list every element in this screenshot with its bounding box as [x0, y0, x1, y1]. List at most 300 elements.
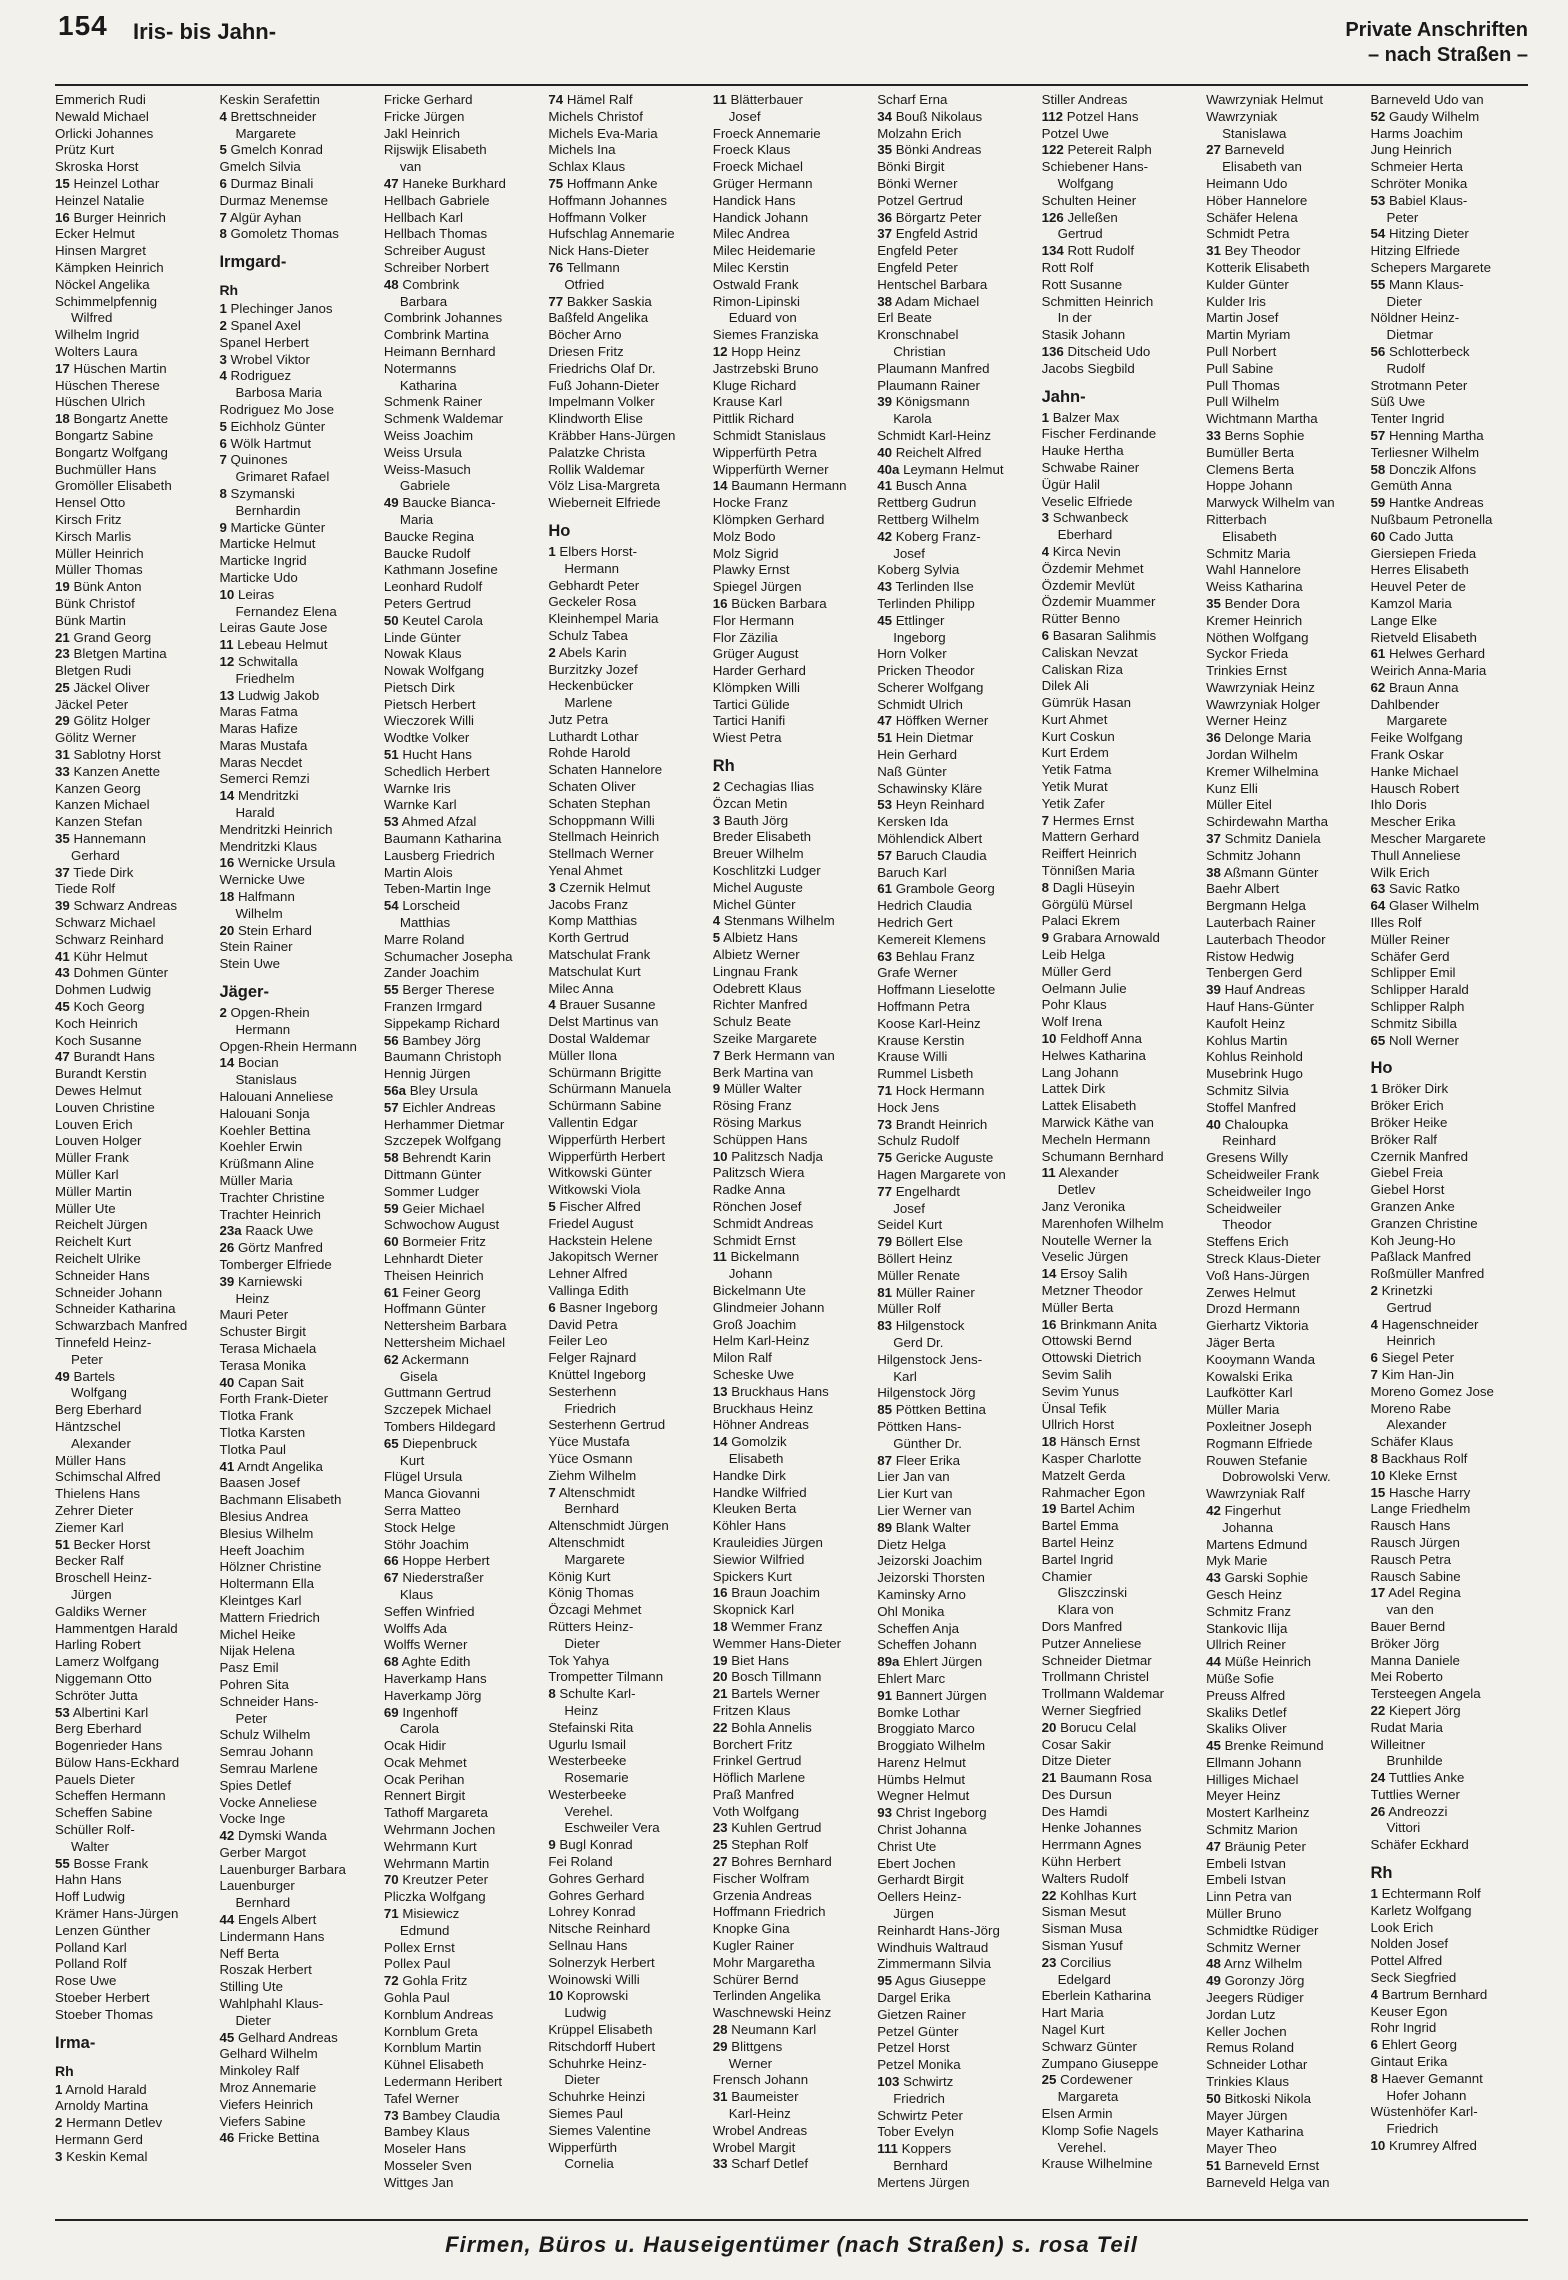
- directory-entry: [1371, 1920, 1529, 1937]
- directory-entry: [713, 1871, 871, 1888]
- resident-name: Hoffmann Petra: [877, 999, 971, 1015]
- directory-entry: [55, 579, 213, 596]
- resident-name: Albietz Hans: [723, 930, 798, 946]
- resident-name: Borchert Fritz: [712, 1736, 793, 1752]
- resident-name: Breuer Wilhelm: [712, 846, 804, 862]
- directory-entry: [548, 2123, 706, 2140]
- directory-entry: [877, 1301, 1035, 1318]
- directory-entry: [548, 1871, 706, 1888]
- resident-name: Milec Heidemarie: [712, 243, 816, 259]
- house-number: 69: [383, 1704, 399, 1720]
- directory-entry: [1042, 1014, 1200, 1031]
- directory-entry: [384, 663, 542, 680]
- directory-entry: [548, 361, 706, 378]
- entry-continuation: [219, 805, 377, 822]
- resident-name: Petzel Günter: [877, 2023, 959, 2039]
- resident-name: Koberg Sylvia: [877, 562, 960, 578]
- directory-entry: [1206, 865, 1364, 882]
- directory-entry: [219, 1207, 377, 1224]
- directory-entry: [219, 620, 377, 637]
- directory-entry: [219, 486, 377, 503]
- resident-name: Kulder Günter: [1206, 276, 1289, 292]
- house-number: 14: [712, 478, 728, 494]
- house-number: 42: [877, 528, 892, 544]
- resident-name: Nitsche Reinhard: [548, 1921, 651, 1937]
- resident-name: Fricke Jürgen: [383, 108, 465, 124]
- directory-entry: [1042, 260, 1200, 277]
- house-number: 53: [383, 814, 399, 830]
- house-number: 65: [1370, 1032, 1386, 1048]
- resident-name: Stanislawa: [1222, 125, 1287, 141]
- resident-name: Delst Martinus van: [548, 1014, 659, 1030]
- resident-name: Molzahn Erich: [877, 125, 962, 141]
- house-number: 29: [712, 2038, 728, 2054]
- entry-continuation: [384, 1587, 542, 1604]
- directory-entry: [548, 1434, 706, 1451]
- directory-entry: [384, 1772, 542, 1789]
- directory-entry: [1042, 277, 1200, 294]
- directory-entry: [1042, 1686, 1200, 1703]
- directory-entry: [219, 839, 377, 856]
- resident-name: Kleintges Karl: [219, 1592, 302, 1608]
- resident-name: Gaudy Wilhelm: [1389, 108, 1480, 124]
- directory-entry: [219, 939, 377, 956]
- resident-name: Hannemann: [73, 831, 146, 847]
- resident-name: Koehler Bettina: [219, 1122, 311, 1138]
- entry-continuation: [384, 1923, 542, 1940]
- directory-entry: [55, 697, 213, 714]
- resident-name: Zerwes Helmut: [1206, 1284, 1296, 1300]
- street-range-title: Iris- bis Jahn-: [133, 19, 277, 44]
- house-number: 19: [1041, 1501, 1057, 1517]
- directory-entry: [713, 1401, 871, 1418]
- directory-entry: [713, 846, 871, 863]
- house-number: 77: [877, 1183, 892, 1199]
- directory-entry: [1206, 1654, 1364, 1671]
- house-number: 6: [1370, 2037, 1378, 2053]
- resident-name: Tartici Hanifi: [712, 713, 786, 729]
- entry-continuation: [219, 1072, 377, 1089]
- resident-name: Gresens Willy: [1206, 1150, 1289, 1166]
- directory-entry: [384, 176, 542, 193]
- directory-entry: [1042, 1065, 1200, 1082]
- resident-name: Jordan Wilhelm: [1206, 747, 1298, 763]
- directory-entry: [219, 2097, 377, 2114]
- directory-entry: [55, 1234, 213, 1251]
- resident-name: Petereit Ralph: [1067, 142, 1152, 158]
- directory-entry: [55, 1167, 213, 1184]
- directory-entry: [55, 1033, 213, 1050]
- directory-entry: [1042, 243, 1200, 260]
- directory-entry: [877, 797, 1035, 814]
- resident-name: Matschulat Frank: [548, 947, 651, 963]
- house-number: 6: [1370, 1350, 1378, 1366]
- resident-name: Engelhardt: [895, 1183, 961, 1199]
- directory-entry: [713, 260, 871, 277]
- resident-name: Vittori: [1386, 1820, 1421, 1836]
- resident-name: Schmenk Waldemar: [383, 411, 504, 427]
- house-number: 79: [877, 1234, 892, 1250]
- directory-entry: [55, 1906, 213, 1923]
- resident-name: Schepers Margarete: [1370, 259, 1491, 275]
- directory-entry: [384, 2108, 542, 2125]
- resident-name: Pull Norbert: [1206, 343, 1277, 359]
- directory-entry: [219, 1442, 377, 1459]
- directory-entry: [1206, 327, 1364, 344]
- directory-entry: [548, 378, 706, 395]
- directory-entry: [877, 2057, 1035, 2074]
- resident-name: Maras Hafize: [219, 721, 298, 737]
- resident-name: Kleinhempel Maria: [548, 611, 659, 627]
- resident-name: Barneveld Helga van: [1206, 2174, 1330, 2190]
- resident-name: Josef: [728, 108, 761, 124]
- directory-entry: [1042, 126, 1200, 143]
- directory-column-9: [1371, 92, 1529, 2219]
- directory-entry: [1206, 646, 1364, 663]
- directory-entry: [1371, 965, 1529, 982]
- resident-name: Kornblum Greta: [383, 2023, 478, 2039]
- directory-entry: [877, 445, 1035, 462]
- resident-name: Krüppel Elisabeth: [548, 2022, 653, 2038]
- directory-entry: [1206, 2007, 1364, 2024]
- resident-name: Tenbergen Gerd: [1206, 965, 1303, 981]
- entry-continuation: [548, 1770, 706, 1787]
- directory-entry: [55, 932, 213, 949]
- resident-name: Giebel Freia: [1370, 1165, 1443, 1181]
- resident-name: Bergmann Helga: [1206, 898, 1306, 914]
- resident-name: Kaufolt Heinz: [1206, 1015, 1286, 1031]
- resident-name: Manna Daniele: [1370, 1652, 1460, 1668]
- resident-name: Wehrmann Kurt: [383, 1838, 477, 1854]
- resident-name: Kohlus Reinhold: [1206, 1049, 1303, 1065]
- entry-continuation: [1042, 226, 1200, 243]
- resident-name: Hoppe Herbert: [402, 1553, 490, 1569]
- directory-entry: [219, 1660, 377, 1677]
- resident-name: Reichelt Jürgen: [55, 1217, 148, 1233]
- resident-name: Ackermann: [401, 1351, 469, 1367]
- directory-entry: [384, 1049, 542, 1066]
- resident-name: Grambole Georg: [895, 881, 995, 897]
- resident-name: Feiler Leo: [548, 1333, 608, 1349]
- resident-name: Yüce Mustafa: [548, 1434, 630, 1450]
- resident-name: Geier Michael: [402, 1200, 485, 1216]
- house-number: 62: [1370, 679, 1386, 695]
- resident-name: Trompetter Tilmann: [548, 1669, 664, 1685]
- resident-name: Rönchen Josef: [712, 1199, 802, 1214]
- directory-entry: [548, 1837, 706, 1854]
- resident-name: Braun Anna: [1389, 679, 1459, 695]
- house-number: 73: [877, 1116, 892, 1132]
- directory-entry: [1206, 814, 1364, 831]
- entry-continuation: [1371, 1820, 1529, 1837]
- resident-name: Lauenburger: [219, 1878, 295, 1894]
- directory-entry: [877, 428, 1035, 445]
- resident-name: Bosch Tillmann: [731, 1669, 822, 1685]
- resident-name: Keutel Carola: [402, 612, 483, 628]
- resident-name: Dohmen Ludwig: [55, 982, 152, 998]
- resident-name: Kanzen Michael: [55, 797, 150, 813]
- resident-name: Lingnau Frank: [712, 963, 798, 979]
- resident-name: Meyer Heinz: [1206, 1788, 1281, 1804]
- directory-entry: [219, 771, 377, 788]
- resident-name: Schmitz Werner: [1206, 1939, 1301, 1955]
- resident-name: Kunz Elli: [1206, 780, 1258, 796]
- directory-entry: [1042, 193, 1200, 210]
- resident-name: Henning Martha: [1389, 427, 1484, 443]
- resident-name: Feiner Georg: [402, 1284, 481, 1300]
- resident-name: Barneveld Ernst: [1224, 2158, 1320, 2174]
- resident-name: Jeizorski Joachim: [877, 1553, 983, 1569]
- directory-entry: [877, 260, 1035, 277]
- entry-continuation: [55, 1839, 213, 1856]
- resident-name: Szczepek Michael: [383, 1402, 492, 1418]
- resident-name: Scheffen Sabine: [55, 1805, 153, 1821]
- resident-name: Altenschmidt: [558, 1484, 635, 1500]
- directory-entry: [1042, 426, 1200, 443]
- directory-entry: [1371, 260, 1529, 277]
- directory-entry: [548, 964, 706, 981]
- resident-name: Hoffmann Anke: [566, 175, 658, 191]
- directory-entry: [877, 1066, 1035, 1083]
- directory-entry: [548, 1031, 706, 1048]
- directory-entry: [1371, 1720, 1529, 1737]
- resident-name: Hellbach Karl: [383, 209, 463, 225]
- resident-name: Gesch Heinz: [1206, 1586, 1283, 1602]
- resident-name: Gölitz Holger: [73, 713, 151, 729]
- resident-name: Bartel Emma: [1041, 1518, 1119, 1534]
- resident-name: Ludwig Jakob: [237, 687, 320, 703]
- resident-name: Werner: [728, 2055, 773, 2071]
- resident-name: Ugurlu Ismail: [548, 1736, 626, 1752]
- entry-continuation: [55, 1385, 213, 1402]
- resident-name: Bouß Nikolaus: [895, 108, 983, 124]
- resident-name: Bambey Klaus: [383, 2124, 470, 2140]
- house-number: 70: [383, 1872, 399, 1888]
- resident-name: Streck Klaus-Dieter: [1206, 1250, 1321, 1266]
- resident-name: Mohr Margaretha: [712, 1954, 815, 1970]
- directory-entry: [713, 897, 871, 914]
- resident-name: Odebrett Klaus: [712, 980, 802, 996]
- resident-name: Schäfer Eckhard: [1370, 1837, 1469, 1853]
- page-header: [0, 0, 1568, 92]
- resident-name: Baucke Regina: [383, 528, 475, 544]
- directory-entry: [548, 1787, 706, 1804]
- directory-entry: [713, 1518, 871, 1535]
- directory-entry: [384, 2175, 542, 2192]
- directory-entry: [713, 126, 871, 143]
- resident-name: Combrink: [402, 276, 460, 292]
- resident-name: Rollik Waldemar: [548, 461, 645, 477]
- directory-entry: [219, 2063, 377, 2080]
- directory-entry: [548, 495, 706, 512]
- directory-entry: [384, 1335, 542, 1352]
- directory-entry: [1206, 1906, 1364, 1923]
- directory-entry: [1371, 915, 1529, 932]
- house-number: 11: [712, 1249, 727, 1265]
- house-number: 35: [55, 831, 70, 847]
- resident-name: Oelmann Julie: [1041, 980, 1127, 996]
- directory-entry: [1371, 646, 1529, 663]
- resident-name: Warnke Iris: [383, 780, 451, 796]
- directory-entry: [713, 478, 871, 495]
- directory-entry: [1042, 1938, 1200, 1955]
- directory-entry: [219, 520, 377, 537]
- resident-name: Edelgard: [1057, 1971, 1111, 1987]
- entry-continuation: [877, 630, 1035, 647]
- resident-name: Grzenia Andreas: [712, 1887, 812, 1903]
- resident-name: Lauterbach Rainer: [1206, 915, 1316, 931]
- resident-name: Mayer Katharina: [1206, 2124, 1304, 2140]
- resident-name: Köhler Hans: [712, 1518, 786, 1534]
- directory-entry: [713, 1233, 871, 1250]
- resident-name: Rose Uwe: [55, 1973, 117, 1989]
- resident-name: Gohla Paul: [383, 1990, 450, 2006]
- resident-name: Fernandez Elena: [235, 603, 337, 619]
- resident-name: Kanzen Anette: [73, 763, 161, 779]
- house-number: 89a: [877, 1654, 900, 1670]
- resident-name: Sisman Mesut: [1041, 1904, 1126, 1920]
- resident-name: Leiras Gaute Jose: [219, 620, 328, 636]
- house-number: 63: [877, 948, 892, 964]
- directory-entry: [713, 1904, 871, 1921]
- house-number: 53: [877, 797, 892, 813]
- directory-entry: [877, 142, 1035, 159]
- house-number: 19: [55, 579, 70, 595]
- directory-entry: [1042, 913, 1200, 930]
- resident-name: Delonge Maria: [1224, 730, 1312, 746]
- directory-entry: [219, 855, 377, 872]
- directory-entry: [55, 1940, 213, 1957]
- resident-name: Alexander: [71, 1435, 131, 1451]
- resident-name: Laufkötter Karl: [1206, 1385, 1293, 1401]
- entry-continuation: [1206, 126, 1364, 143]
- directory-entry: [384, 1133, 542, 1150]
- resident-name: Schimmelpfennig: [55, 293, 157, 309]
- resident-name: Arnold Harald: [65, 2081, 147, 2097]
- resident-name: Lange Friedhelm: [1370, 1501, 1471, 1517]
- resident-name: Fuß Johann-Dieter: [548, 377, 660, 393]
- directory-entry: [1042, 1787, 1200, 1804]
- resident-name: Schmitz Johann: [1206, 847, 1301, 863]
- directory-entry: [548, 1921, 706, 1938]
- resident-name: Walters Rudolf: [1041, 1870, 1129, 1886]
- directory-entry: [384, 747, 542, 764]
- directory-entry: [384, 797, 542, 814]
- resident-name: Dieter: [564, 1635, 600, 1651]
- directory-entry: [713, 1619, 871, 1636]
- directory-entry: [1042, 947, 1200, 964]
- directory-entry: [1206, 1923, 1364, 1940]
- directory-entry: [55, 1402, 213, 1419]
- directory-entry: [55, 495, 213, 512]
- directory-entry: [55, 965, 213, 982]
- directory-entry: [713, 1938, 871, 1955]
- resident-name: Maras Fatma: [219, 704, 298, 720]
- directory-entry: [1371, 1686, 1529, 1703]
- resident-name: Mroz Annemarie: [219, 2080, 317, 2096]
- resident-name: Leymann Helmut: [903, 461, 1004, 477]
- house-number: 22: [1041, 1887, 1057, 1903]
- directory-entry: [1042, 695, 1200, 712]
- resident-name: Kohlhas Kurt: [1060, 1887, 1137, 1903]
- directory-entry: [219, 301, 377, 318]
- directory-entry: [384, 1268, 542, 1285]
- resident-name: Hock Jens: [877, 1099, 940, 1115]
- house-number: 65: [383, 1435, 399, 1451]
- directory-entry: [1206, 193, 1364, 210]
- house-number: 66: [383, 1553, 399, 1569]
- directory-entry: [1206, 2124, 1364, 2141]
- directory-entry: [219, 1761, 377, 1778]
- resident-name: Heinzel Lothar: [73, 175, 160, 191]
- directory-entry: [1042, 2022, 1200, 2039]
- house-number: 73: [383, 2107, 399, 2123]
- directory-entry: [713, 730, 871, 747]
- resident-name: Trachter Christine: [219, 1189, 325, 1205]
- directory-entry: [55, 1923, 213, 1940]
- resident-name: Jäger Berta: [1206, 1334, 1275, 1350]
- resident-name: Spanel Herbert: [219, 334, 309, 350]
- resident-name: Baßfeld Angelika: [548, 310, 649, 326]
- resident-name: Gromöller Elisabeth: [55, 478, 172, 494]
- directory-entry: [219, 637, 377, 654]
- resident-name: Müller Frank: [55, 1150, 129, 1166]
- resident-name: Höber Hannelore: [1206, 192, 1308, 208]
- directory-entry: [1206, 1033, 1364, 1050]
- resident-name: Ihlo Doris: [1370, 797, 1427, 813]
- directory-entry: [1042, 678, 1200, 695]
- directory-entry: [877, 1637, 1035, 1654]
- resident-name: Ehlert Jürgen: [903, 1654, 983, 1670]
- entry-continuation: [1371, 713, 1529, 730]
- directory-entry: [548, 310, 706, 327]
- directory-entry: [384, 2141, 542, 2158]
- directory-entry: [55, 1973, 213, 1990]
- directory-entry: [55, 109, 213, 126]
- directory-entry: [384, 1889, 542, 1906]
- resident-name: Kirsch Fritz: [55, 511, 122, 527]
- resident-name: Guttmann Gertrud: [383, 1385, 492, 1401]
- house-number: 22: [712, 1719, 728, 1735]
- resident-name: Rodriguez Mo Jose: [219, 401, 334, 417]
- directory-entry: [55, 378, 213, 395]
- directory-entry: [55, 1335, 213, 1352]
- directory-entry: [219, 193, 377, 210]
- resident-name: Hellbach Gabriele: [383, 192, 490, 208]
- directory-entry: [55, 831, 213, 848]
- resident-name: Hüschen Martin: [73, 360, 167, 376]
- house-number: 3: [55, 2148, 63, 2164]
- resident-name: Schmidt Karl-Heinz: [877, 427, 991, 443]
- resident-name: Schneider Dietmar: [1041, 1652, 1152, 1668]
- directory-entry: [548, 1048, 706, 1065]
- resident-name: Hauf Hans-Günter: [1206, 999, 1314, 1015]
- directory-entry: [877, 1133, 1035, 1150]
- resident-name: Wehrmann Martin: [383, 1855, 490, 1871]
- house-number: 4: [548, 997, 556, 1013]
- house-number: 68: [383, 1654, 399, 1670]
- directory-entry: [1206, 1301, 1364, 1318]
- directory-entry: [55, 663, 213, 680]
- resident-name: Blesius Andrea: [219, 1508, 309, 1524]
- directory-entry: [384, 226, 542, 243]
- entry-continuation: [219, 126, 377, 143]
- house-number: 122: [1041, 142, 1064, 158]
- directory-entry: [713, 1434, 871, 1451]
- resident-name: Karl-Heinz: [728, 2106, 791, 2122]
- directory-entry: [877, 378, 1035, 395]
- resident-name: Wittges Jan: [383, 2174, 454, 2190]
